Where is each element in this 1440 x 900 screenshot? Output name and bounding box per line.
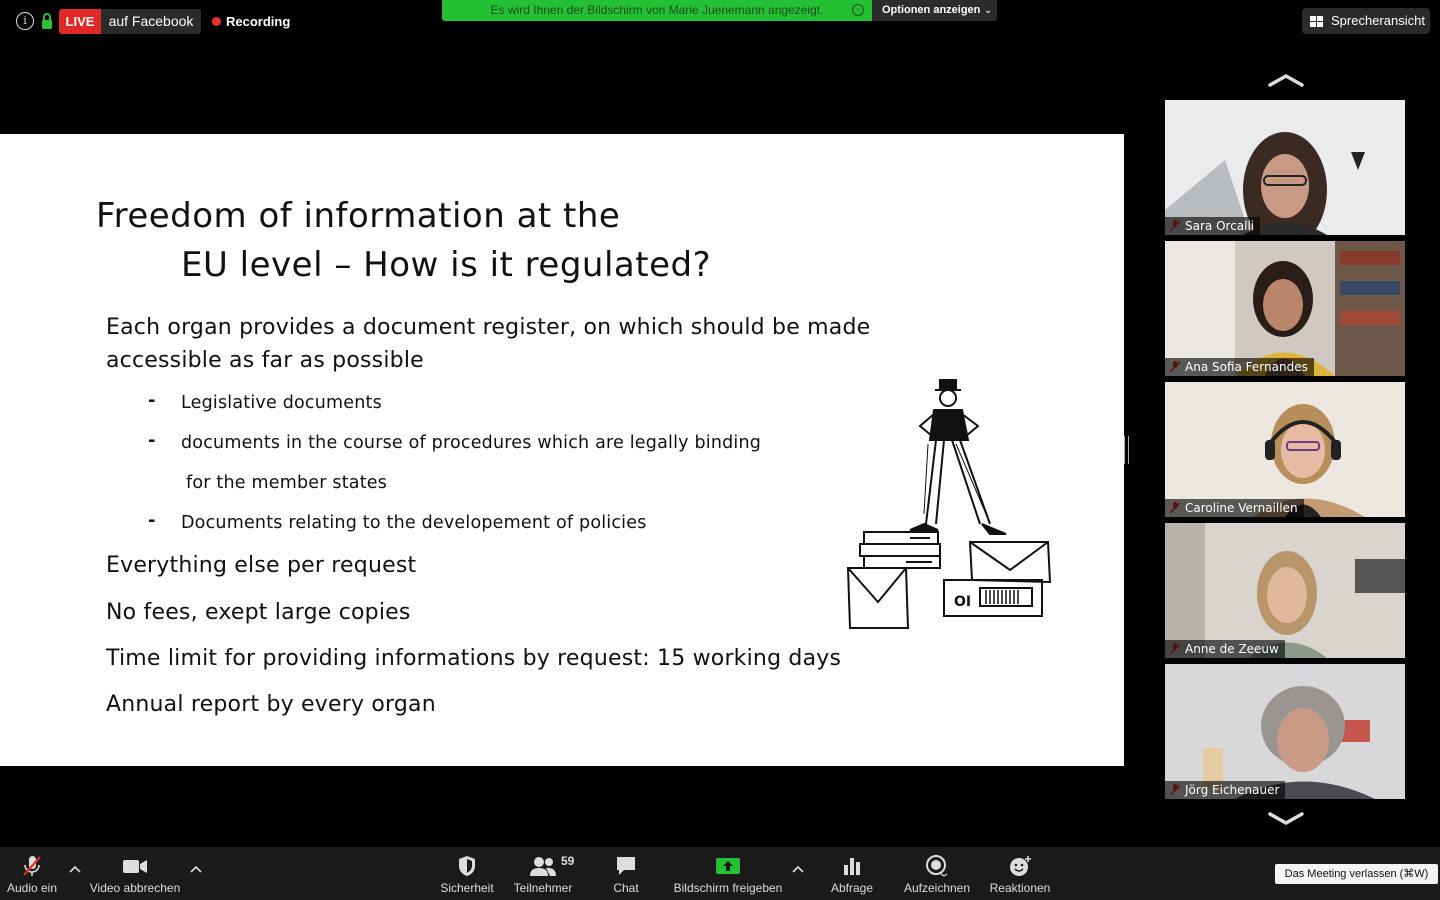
participants-label: Teilnehmer	[513, 881, 573, 895]
slide-bullet: Legislative documents	[181, 393, 382, 413]
security-button[interactable]	[436, 847, 498, 900]
participant-video-tile[interactable]	[1165, 382, 1405, 517]
screen-share-banner	[442, 0, 872, 21]
record-label: Aufzeichnen	[903, 881, 971, 895]
scroll-down-arrow-icon[interactable]	[1268, 812, 1304, 826]
share-options-caret-icon[interactable]	[792, 865, 804, 873]
security-label: Sicherheit	[440, 881, 494, 895]
bullet-dash: -	[148, 390, 156, 411]
bullet-dash: -	[148, 430, 156, 451]
chat-button[interactable]	[605, 847, 647, 900]
microphone-muted-icon	[21, 855, 43, 877]
slide-point: Annual report by every organ	[106, 692, 436, 717]
audio-button[interactable]	[2, 847, 62, 900]
chat-label: Chat	[613, 881, 639, 895]
slide-title-line2: EU level – How is it regulated?	[181, 245, 712, 285]
share-status-icon: ◦	[852, 4, 864, 16]
reactions-button[interactable]	[986, 847, 1054, 900]
meeting-toolbar	[0, 847, 1440, 900]
participant-video-feed	[1165, 100, 1405, 235]
panel-resize-handle[interactable]	[1124, 436, 1129, 464]
participant-name: Caroline Vernaillen	[1165, 499, 1304, 517]
grid-view-icon	[1310, 16, 1323, 27]
reactions-label: Reaktionen	[989, 881, 1051, 895]
slide-point: Everything else per request	[106, 553, 417, 578]
live-destination[interactable]: auf Facebook	[101, 9, 201, 34]
recording-label: Recording	[226, 13, 291, 29]
slide-bullet: documents in the course of procedures which are legally binding	[181, 433, 762, 453]
slide-title	[96, 192, 711, 290]
share-screen-icon	[715, 855, 741, 877]
record-button[interactable]	[900, 847, 974, 900]
slide-bullet-continuation: for the member states	[186, 473, 388, 493]
video-button[interactable]	[88, 847, 182, 900]
shared-screen-slide	[0, 134, 1124, 766]
participant-video-feed	[1165, 664, 1405, 799]
participant-name: Sara Orcalli	[1165, 217, 1260, 235]
participant-video-tile[interactable]	[1165, 241, 1405, 376]
participant-name: Jörg Eichenauer	[1165, 781, 1285, 799]
scroll-up-arrow-icon[interactable]	[1268, 73, 1304, 87]
audio-options-caret-icon[interactable]	[69, 865, 81, 873]
encryption-lock-icon[interactable]	[40, 12, 54, 30]
leave-meeting-button[interactable]: Das Meeting verlassen (⌘W)	[1275, 864, 1438, 884]
participant-name: Anne de Zeeuw	[1165, 640, 1285, 658]
share-screen-button[interactable]	[670, 847, 786, 900]
slide-intro-line2: accessible as far as possible	[106, 348, 424, 373]
participant-video-feed	[1165, 382, 1405, 517]
bar-chart-icon	[842, 855, 862, 877]
shield-icon	[457, 855, 477, 877]
slide-point: No fees, exept large copies	[106, 600, 411, 625]
poll-button[interactable]	[826, 847, 878, 900]
participant-name: Ana Sofia Fernandes	[1165, 358, 1314, 376]
screen-share-banner-text: Es wird Ihnen der Bildschirm von Marie Juenemann angezeigt.	[490, 3, 824, 17]
chevron-down-icon: ⌄	[984, 5, 992, 15]
svg-text:OI: OI	[954, 594, 972, 610]
meeting-info-icon[interactable]: i	[16, 12, 34, 30]
slide-point: Time limit for providing informations by request: 15 working days	[106, 646, 842, 671]
speaker-view-button[interactable]	[1302, 8, 1430, 34]
slide-bullet: Documents relating to the developement of policies	[181, 513, 647, 533]
participant-video-tile[interactable]	[1165, 100, 1405, 235]
audio-label: Audio ein	[6, 881, 58, 895]
participant-video-tile[interactable]	[1165, 664, 1405, 799]
participant-video-tile[interactable]	[1165, 523, 1405, 658]
bullet-dash: -	[148, 510, 156, 531]
video-options-caret-icon[interactable]	[190, 865, 202, 873]
speaker-view-label: Sprecheransicht	[1331, 13, 1425, 28]
poll-label: Abfrage	[830, 881, 874, 895]
view-options-button[interactable]	[872, 0, 997, 21]
view-options-label: Optionen anzeigen	[882, 4, 981, 16]
share-screen-label: Bildschirm freigeben	[673, 881, 783, 895]
chat-bubble-icon	[615, 855, 637, 877]
participant-video-feed	[1165, 241, 1405, 376]
participants-icon	[529, 855, 557, 877]
participants-count: 59	[561, 854, 575, 868]
record-icon	[925, 855, 949, 877]
document-stack-illustration	[840, 374, 1060, 634]
recording-indicator[interactable]	[212, 12, 290, 30]
smiley-plus-icon	[1008, 855, 1032, 877]
slide-intro-line1: Each organ provides a document register, on which should be made	[106, 315, 871, 340]
participant-video-feed	[1165, 523, 1405, 658]
video-label: Video abbrechen	[89, 881, 181, 895]
live-badge[interactable]: LIVE	[59, 9, 101, 34]
video-camera-icon	[122, 855, 148, 877]
recording-dot-icon	[212, 17, 221, 26]
slide-title-line1: Freedom of information at the	[96, 196, 621, 236]
